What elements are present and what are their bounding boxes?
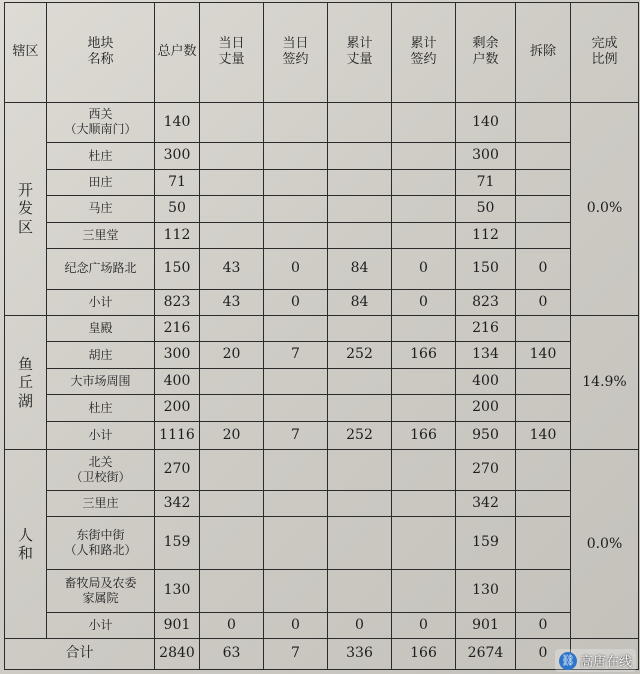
- demolition-progress-table: [4, 2, 639, 670]
- subtotal-row: [5, 612, 639, 638]
- block-name-cell: 北关 （卫校街）: [47, 450, 155, 491]
- day-measure-cell: [200, 517, 264, 570]
- cum-sign-cell: [392, 196, 456, 222]
- remaining-cell: 823: [456, 289, 516, 315]
- day-measure-cell: [200, 368, 264, 394]
- day-measure-cell: [200, 570, 264, 613]
- block-name-cell: 皇殿: [47, 316, 155, 342]
- cum-sign-cell: 166: [392, 342, 456, 368]
- cum-sign-cell: 0: [392, 289, 456, 315]
- day-sign-cell: [264, 169, 328, 195]
- total-cell: 342: [155, 490, 200, 516]
- cum-measure-cell: [328, 102, 392, 143]
- ratio-cell-yuqiu: 14.9%: [571, 316, 639, 450]
- cum-measure-cell: [328, 570, 392, 613]
- demolish-cell: 0: [516, 289, 571, 315]
- cum-measure-cell: 336: [328, 639, 392, 670]
- cum-sign-cell: [392, 143, 456, 169]
- block-name-cell: 马庄: [47, 196, 155, 222]
- day-measure-cell: [200, 222, 264, 248]
- demolish-cell: 140: [516, 342, 571, 368]
- day-sign-cell: 0: [264, 612, 328, 638]
- day-measure-cell: 20: [200, 342, 264, 368]
- table-row: [5, 490, 639, 516]
- total-cell: 50: [155, 196, 200, 222]
- day-sign-cell: 7: [264, 639, 328, 670]
- total-cell: 130: [155, 570, 200, 613]
- total-cell: 159: [155, 517, 200, 570]
- cum-sign-cell: [392, 222, 456, 248]
- remaining-cell: 950: [456, 421, 516, 449]
- total-cell: 200: [155, 395, 200, 421]
- ratio-cell-kaifa: 0.0%: [571, 102, 639, 315]
- demolish-cell: [516, 316, 571, 342]
- day-sign-cell: [264, 450, 328, 491]
- table-row: [5, 102, 639, 143]
- table-row: [5, 368, 639, 394]
- block-name-cell: 三里堂: [47, 222, 155, 248]
- day-measure-cell: [200, 316, 264, 342]
- day-sign-cell: [264, 222, 328, 248]
- cum-measure-cell: [328, 222, 392, 248]
- total-cell: 150: [155, 248, 200, 289]
- demolish-cell: [516, 169, 571, 195]
- block-name-cell: 田庄: [47, 169, 155, 195]
- day-measure-cell: [200, 490, 264, 516]
- demolish-cell: [516, 368, 571, 394]
- cum-measure-cell: 0: [328, 612, 392, 638]
- day-measure-cell: 43: [200, 248, 264, 289]
- remaining-cell: 50: [456, 196, 516, 222]
- cum-measure-cell: [328, 169, 392, 195]
- demolish-cell: 140: [516, 421, 571, 449]
- remaining-cell: 216: [456, 316, 516, 342]
- day-sign-cell: [264, 490, 328, 516]
- demolish-cell: [516, 395, 571, 421]
- block-name-cell: 杜庄: [47, 395, 155, 421]
- cum-sign-cell: 0: [392, 612, 456, 638]
- cum-sign-cell: [392, 450, 456, 491]
- block-name-cell: 小计: [47, 289, 155, 315]
- demolish-cell: [516, 517, 571, 570]
- demolish-cell: 0: [516, 639, 571, 670]
- day-measure-cell: [200, 143, 264, 169]
- remaining-cell: 300: [456, 143, 516, 169]
- demolish-cell: [516, 102, 571, 143]
- cum-sign-cell: [392, 368, 456, 394]
- header-block-name: 地块 名称: [47, 3, 155, 103]
- block-name-cell: 小计: [47, 612, 155, 638]
- grand-total-row: [5, 639, 639, 670]
- day-sign-cell: [264, 517, 328, 570]
- demolish-cell: 0: [516, 612, 571, 638]
- cum-sign-cell: 0: [392, 248, 456, 289]
- day-sign-cell: [264, 316, 328, 342]
- cum-sign-cell: 166: [392, 639, 456, 670]
- block-name-cell: 西关 （大顺南门）: [47, 102, 155, 143]
- day-measure-cell: [200, 196, 264, 222]
- demolish-cell: [516, 143, 571, 169]
- remaining-cell: 130: [456, 570, 516, 613]
- block-name-cell: 小计: [47, 421, 155, 449]
- day-measure-cell: 0: [200, 612, 264, 638]
- day-measure-cell: [200, 169, 264, 195]
- remaining-cell: 2674: [456, 639, 516, 670]
- table-row: [5, 570, 639, 613]
- total-cell: 270: [155, 450, 200, 491]
- day-sign-cell: 0: [264, 289, 328, 315]
- remaining-cell: 71: [456, 169, 516, 195]
- watermark: [555, 649, 636, 672]
- cum-sign-cell: [392, 490, 456, 516]
- cum-measure-cell: [328, 517, 392, 570]
- cum-measure-cell: [328, 368, 392, 394]
- day-measure-cell: 43: [200, 289, 264, 315]
- remaining-cell: 342: [456, 490, 516, 516]
- day-sign-cell: 0: [264, 248, 328, 289]
- day-measure-cell: [200, 450, 264, 491]
- table-row: [5, 143, 639, 169]
- subtotal-row: [5, 289, 639, 315]
- total-cell: 71: [155, 169, 200, 195]
- table-row: [5, 517, 639, 570]
- demolish-cell: [516, 450, 571, 491]
- remaining-cell: 901: [456, 612, 516, 638]
- header-remaining: 剩余 户数: [456, 3, 516, 103]
- cum-sign-cell: [392, 570, 456, 613]
- day-sign-cell: [264, 102, 328, 143]
- remaining-cell: 159: [456, 517, 516, 570]
- day-sign-cell: [264, 395, 328, 421]
- remaining-cell: 134: [456, 342, 516, 368]
- day-sign-cell: [264, 368, 328, 394]
- demolish-cell: 0: [516, 248, 571, 289]
- block-name-cell: 畜牧局及农委 家属院: [47, 570, 155, 613]
- cum-measure-cell: 84: [328, 248, 392, 289]
- total-cell: 1116: [155, 421, 200, 449]
- total-cell: 300: [155, 342, 200, 368]
- cum-sign-cell: 166: [392, 421, 456, 449]
- header-district: 辖区: [5, 3, 47, 103]
- cum-measure-cell: [328, 450, 392, 491]
- demolish-cell: [516, 222, 571, 248]
- cum-measure-cell: [328, 143, 392, 169]
- day-measure-cell: 20: [200, 421, 264, 449]
- total-cell: 400: [155, 368, 200, 394]
- cum-sign-cell: [392, 169, 456, 195]
- cum-sign-cell: [392, 316, 456, 342]
- header-ratio: 完成 比例: [571, 3, 639, 103]
- grand-total-label: 合计: [5, 639, 155, 670]
- total-cell: 112: [155, 222, 200, 248]
- day-sign-cell: 7: [264, 421, 328, 449]
- cum-measure-cell: [328, 196, 392, 222]
- day-sign-cell: [264, 143, 328, 169]
- district-cell-yuqiu: 鱼 丘 湖: [5, 316, 47, 450]
- header-day-sign: 当日 签约: [264, 3, 328, 103]
- cum-measure-cell: 252: [328, 342, 392, 368]
- demolish-cell: [516, 570, 571, 613]
- table-row: [5, 169, 639, 195]
- day-sign-cell: [264, 196, 328, 222]
- header-day-measure: 当日 丈量: [200, 3, 264, 103]
- day-sign-cell: 7: [264, 342, 328, 368]
- demolish-cell: [516, 196, 571, 222]
- block-name-cell: 纪念广场路北: [47, 248, 155, 289]
- remaining-cell: 140: [456, 102, 516, 143]
- table-row: [5, 342, 639, 368]
- remaining-cell: 200: [456, 395, 516, 421]
- table-row: [5, 248, 639, 289]
- table-row: [5, 316, 639, 342]
- block-name-cell: 三里庄: [47, 490, 155, 516]
- watermark-text: 高唐在线: [579, 655, 632, 670]
- table-row: [5, 196, 639, 222]
- link-icon: ⛓: [559, 652, 577, 670]
- header-demolish: 拆除: [516, 3, 571, 103]
- cum-sign-cell: [392, 517, 456, 570]
- demolish-cell: [516, 490, 571, 516]
- block-name-cell: 东街中街 （人和路北）: [47, 517, 155, 570]
- block-name-cell: 杜庄: [47, 143, 155, 169]
- remaining-cell: 270: [456, 450, 516, 491]
- header-cum-measure: 累计 丈量: [328, 3, 392, 103]
- district-cell-kaifa: 开 发 区: [5, 102, 47, 315]
- district-cell-renhe: 人 和: [5, 450, 47, 639]
- cum-sign-cell: [392, 395, 456, 421]
- total-cell: 216: [155, 316, 200, 342]
- cum-sign-cell: [392, 102, 456, 143]
- cum-measure-cell: [328, 395, 392, 421]
- subtotal-row: [5, 421, 639, 449]
- header-cum-sign: 累计 签约: [392, 3, 456, 103]
- remaining-cell: 112: [456, 222, 516, 248]
- table-row: [5, 450, 639, 491]
- total-cell: 2840: [155, 639, 200, 670]
- table-row: [5, 222, 639, 248]
- cum-measure-cell: [328, 490, 392, 516]
- header-total: 总户数: [155, 3, 200, 103]
- day-measure-cell: [200, 395, 264, 421]
- header-row: [5, 3, 639, 103]
- cum-measure-cell: [328, 316, 392, 342]
- total-cell: 300: [155, 143, 200, 169]
- table-row: [5, 395, 639, 421]
- total-cell: 823: [155, 289, 200, 315]
- ratio-cell-renhe: 0.0%: [571, 450, 639, 639]
- total-cell: 901: [155, 612, 200, 638]
- remaining-cell: 150: [456, 248, 516, 289]
- block-name-cell: 大市场周围: [47, 368, 155, 394]
- day-measure-cell: [200, 102, 264, 143]
- block-name-cell: 胡庄: [47, 342, 155, 368]
- cum-measure-cell: 84: [328, 289, 392, 315]
- remaining-cell: 400: [456, 368, 516, 394]
- cum-measure-cell: 252: [328, 421, 392, 449]
- day-measure-cell: 63: [200, 639, 264, 670]
- total-cell: 140: [155, 102, 200, 143]
- day-sign-cell: [264, 570, 328, 613]
